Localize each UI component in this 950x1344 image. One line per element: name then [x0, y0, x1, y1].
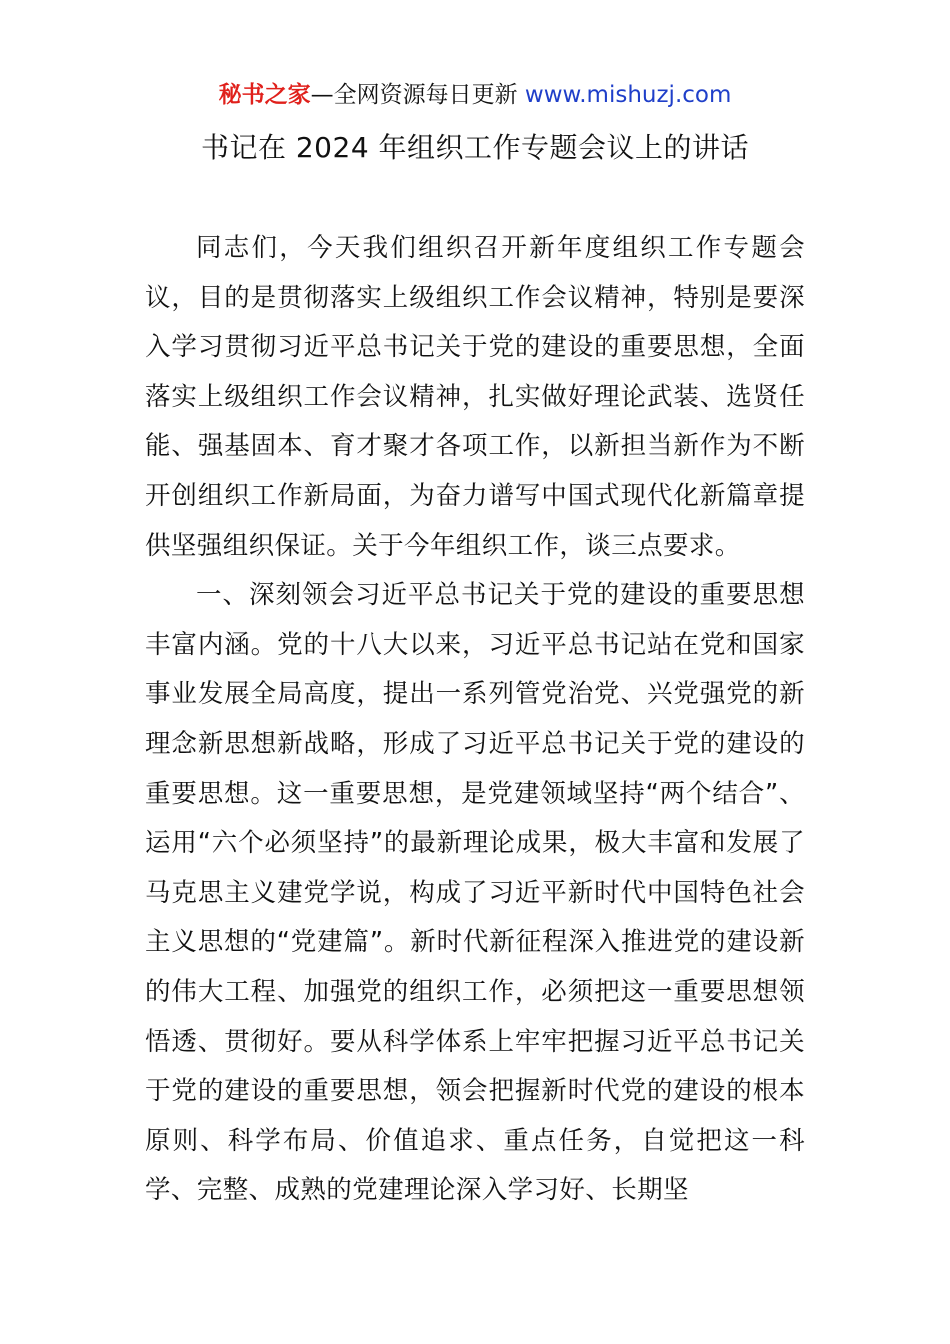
header-tagline: —全网资源每日更新	[310, 82, 525, 108]
paragraph-section-one: 一、深刻领会习近平总书记关于党的建设的重要思想丰富内涵。党的十八大以来，习近平总书记站在党和国家事业发展全局高度，提出一系列管党治党、兴党强党的新理念新思想新战略，形成了习近平总书记关于党的建设的重要思想。这一重要思想，是党建领域坚持“两个结合”、运用“六个必须坚持”的最新理论成果，极大丰富和发展了马克思主义建党学说，构成了习近平新时代中国特色社会主义思想的“党建篇”。新时代新征程深入推进党的建设新的伟大工程、加强党的组织工作，必须把这一重要思想领悟透、贯彻好。要从科学体系上牢牢把握习近平总书记关于党的建设的重要思想，领会把握新时代党的建设的根本原则、科学布局、价值追求、重点任务，自觉把这一科学、完整、成熟的党建理论深入学习好、长期坚	[145, 580, 805, 1206]
site-header	[0, 78, 950, 112]
paragraph-intro: 同志们，今天我们组织召开新年度组织工作专题会议，目的是贯彻落实上级组织工作会议精神，特别是要深入学习贯彻习近平总书记关于党的建设的重要思想，全面落实上级组织工作会议精神，扎实做好理论武装、选贤任能、强基固本、育才聚才各项工作，以新担当新作为不断开创组织工作新局面，为奋力谱写中国式现代化新篇章提供坚强组织保证。关于今年组织工作，谈三点要求。	[145, 233, 805, 561]
document-title: 书记在 2024 年组织工作专题会议上的讲话	[200, 131, 750, 164]
site-url-link[interactable]: www.mishuzj.com	[524, 82, 732, 108]
document-body	[145, 224, 805, 1216]
brand-name: 秘书之家	[218, 82, 311, 108]
